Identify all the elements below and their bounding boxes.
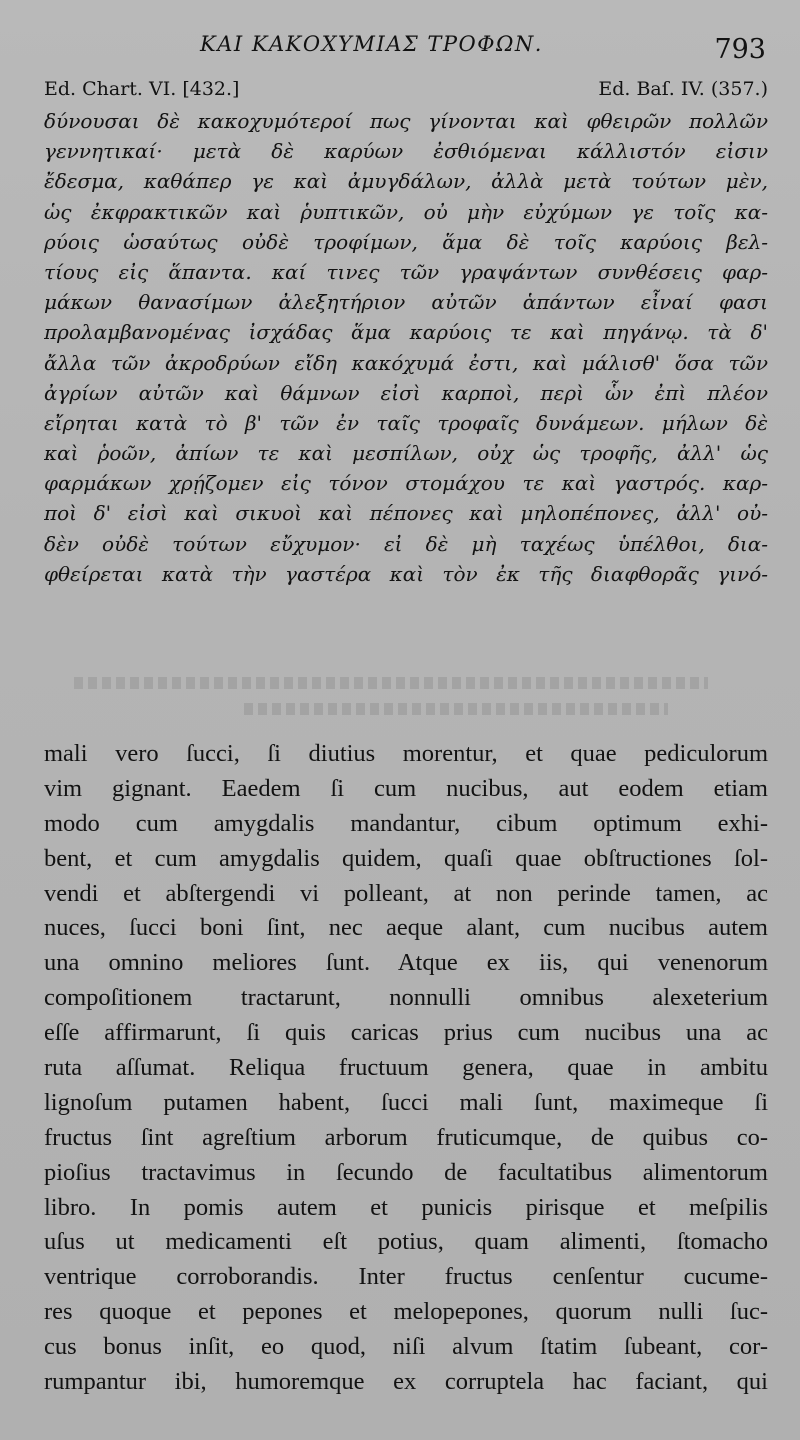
greek-text-column — [44, 106, 768, 589]
latin-text-line: rumpantur ibi, humoremque ex corruptela hac faciant, qui — [44, 1368, 768, 1396]
latin-text-line: uſus ut medicamenti eſt potius, quam alimenti, ſtomacho — [44, 1228, 768, 1256]
running-head — [0, 30, 800, 65]
page-number: 793 — [714, 34, 766, 65]
latin-text-line: bent, et cum amygdalis quidem, quaſi quae obſtructiones ſol- — [44, 844, 768, 872]
greek-text-line: δὲν οὐδὲ τούτων εὔχυμον· εἰ δὲ μὴ ταχέως ὑπέλθοι, δια- — [44, 531, 768, 556]
latin-text-line: modo cum amygdalis mandantur, cibum optimum exhi- — [44, 809, 768, 837]
latin-text-line: mali vero ſucci, ſi diutius morentur, et quae pediculorum — [44, 740, 768, 767]
greek-text-line: καὶ ῥοῶν, ἀπίων τε καὶ μεσπίλων, οὐχ ὡς τροφῆς, ἀλλ' ὡς — [44, 441, 768, 466]
latin-text-line: ruta aſſumat. Reliqua fructuum genera, quae in ambitu — [44, 1054, 768, 1082]
latin-text-line: vendi et abſtergendi vi polleant, at non perinde tamen, ac — [44, 879, 768, 907]
bleed-through-shadow — [44, 667, 768, 727]
greek-text-line: ποὶ δ' εἰσὶ καὶ σικυοὶ καὶ πέπονες καὶ μηλοπέπονες, ἀλλ' οὐ- — [44, 501, 768, 526]
greek-text-line: προλαμβανομένας ἰσχάδας ἅμα καρύοις τε καὶ πηγάνῳ. τὰ δ' — [44, 320, 768, 345]
edition-reference-basel: Ed. Baſ. IV. (357.) — [598, 78, 768, 100]
latin-text-column — [44, 737, 768, 1400]
running-title: ΚΑΙ ΚΑΚΟΧΥΜΙΑΣ ΤΡΟΦΩΝ. — [200, 32, 543, 56]
latin-text-line: res quoque et pepones et melopepones, quorum nulli ſuc- — [44, 1298, 768, 1326]
latin-text-line: libro. In pomis autem et punicis pirisque et meſpilis — [44, 1193, 768, 1221]
greek-text-line: ρύοις ὡσαύτως οὐδὲ τροφίμων, ἅμα δὲ τοῖς καρύοις βελ- — [44, 229, 768, 254]
edition-reference-line — [44, 78, 768, 104]
greek-text-line: μάκων θανασίμων ἀλεξητήριον αὐτῶν ἁπάντων εἶναί φασι — [44, 290, 768, 315]
latin-text-line: vim gignant. Eaedem ſi cum nucibus, aut eodem etiam — [44, 774, 768, 802]
latin-text-line: lignoſum putamen habent, ſucci mali ſunt, maximeque ſi — [44, 1088, 768, 1116]
latin-text-line: ventrique corroborandis. Inter fructus cenſentur cucume- — [44, 1263, 768, 1291]
latin-text-line: nuces, ſucci boni ſint, nec aeque alant, cum nucibus autem — [44, 914, 768, 942]
edition-reference-chartier: Ed. Chart. VI. [432.] — [44, 78, 240, 100]
greek-text-line: φθείρεται κατὰ τὴν γαστέρα καὶ τὸν ἐκ τῆς διαφθορᾶς γινό- — [44, 561, 768, 586]
latin-text-line: cus bonus inſit, eo quod, niſi alvum ſtatim ſubeant, cor- — [44, 1333, 768, 1361]
greek-text-line: εἴρηται κατὰ τὸ β' τῶν ἐν ταῖς τροφαῖς δυνάμεων. μήλων δὲ — [44, 410, 768, 435]
latin-text-line: fructus ſint agreſtium arborum fruticumque, de quibus co- — [44, 1123, 768, 1151]
greek-text-line: φαρμάκων χρῄζομεν εἰς τόνον στομάχου τε καὶ γαστρός. καρ- — [44, 471, 768, 496]
latin-text-line: una omnino meliores ſunt. Atque ex iis, qui venenorum — [44, 949, 768, 977]
latin-text-line: eſſe affirmarunt, ſi quis caricas prius cum nucibus una ac — [44, 1019, 768, 1047]
greek-text-line: ὡς ἐκφρακτικῶν καὶ ῥυπτικῶν, οὐ μὴν εὐχύμων γε τοῖς κα- — [44, 199, 768, 224]
greek-text-line: ἔδεσμα, καθάπερ γε καὶ ἀμυγδάλων, ἀλλὰ μετὰ τούτων μὲν, — [44, 169, 768, 194]
greek-text-line: τίους εἰς ἅπαντα. καί τινες τῶν γραψάντων συνθέσεις φαρ- — [44, 259, 768, 284]
latin-text-line: pioſius tractavimus in ſecundo de facultatibus alimentorum — [44, 1158, 768, 1186]
greek-text-line: δύνουσαι δὲ κακοχυμότεροί πως γίνονται καὶ φθειρῶν πολλῶν — [44, 109, 768, 133]
latin-text-line: compoſitionem tractarunt, nonnulli omnibus alexeterium — [44, 984, 768, 1012]
greek-text-line: γεννητικαί· μετὰ δὲ καρύων ἐσθιόμεναι κάλλιστόν εἰσιν — [44, 139, 768, 164]
greek-text-line: ἀγρίων αὐτῶν καὶ θάμνων εἰσὶ καρποὶ, περὶ ὧν ἐπὶ πλέον — [44, 380, 768, 405]
greek-text-line: ἄλλα τῶν ἀκροδρύων εἴδη κακόχυμά ἐστι, καὶ μάλισθ' ὅσα τῶν — [44, 350, 768, 375]
